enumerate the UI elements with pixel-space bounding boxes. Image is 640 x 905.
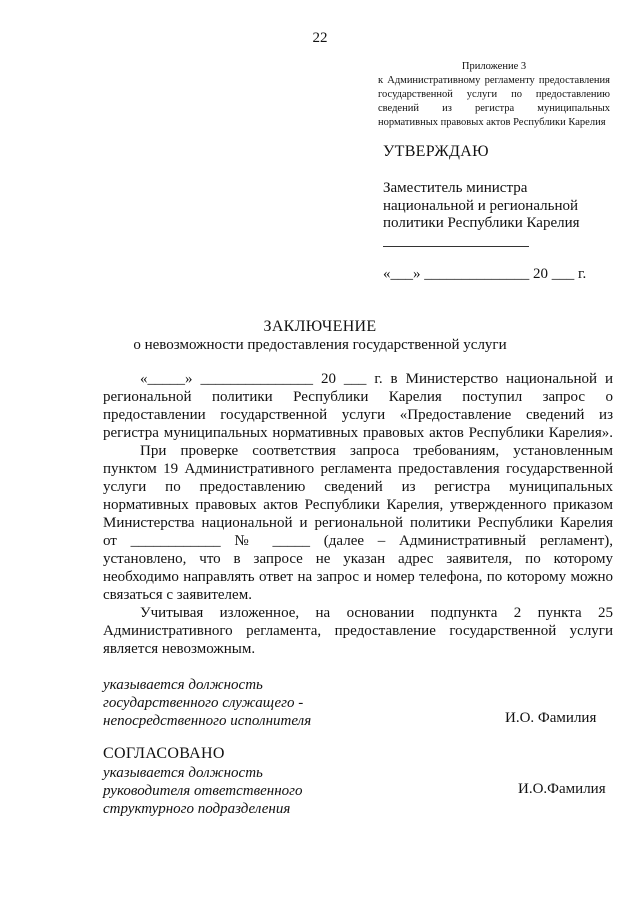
approver-line: национальной и региональной: [383, 197, 578, 214]
page-number: 22: [312, 30, 328, 46]
agreed-line: руководителя ответственного: [103, 783, 303, 799]
approver-line: Заместитель министра: [383, 180, 528, 196]
approval-date: «___» ______________ 20 ___ г.: [383, 266, 587, 282]
agreed-line: указывается должность: [103, 765, 263, 781]
appendix-line: к Административному регламенту предоставления: [378, 75, 610, 86]
body-line: связаться с заявителем.: [103, 587, 252, 603]
body-line: от ____________ № _____ (далее – Административный регламент),: [103, 533, 613, 549]
agreed-name: И.О.Фамилия: [518, 781, 606, 797]
body-line: является невозможным.: [103, 641, 256, 657]
body-line: При проверке соответствия запроса требованиям, установленным: [140, 443, 613, 459]
body-line: региональной политики Республики Карелия поступил запрос о: [103, 389, 613, 405]
appendix-line: нормативных правовых актов Республики Карелия: [378, 117, 606, 128]
approval-heading: УТВЕРЖДАЮ: [383, 143, 489, 160]
executor-position: [103, 676, 423, 730]
executor-line: указывается должность: [103, 677, 263, 693]
executor-name: И.О. Фамилия: [505, 710, 597, 726]
agreed-position: [103, 764, 423, 818]
appendix-line: сведений из регистра муниципальных: [378, 103, 610, 114]
approver-position: [383, 180, 623, 233]
signature-line: [383, 246, 529, 247]
body-line: Министерства национальной и региональной политики Республики Карелия: [103, 515, 613, 531]
body-line: регистра муниципальных нормативных правовых актов Республики Карелия».: [103, 425, 613, 441]
body-line: пунктом 19 Административного регламента предоставления государственной: [103, 461, 613, 477]
executor-line: непосредственного исполнителя: [103, 713, 312, 729]
body-line: «_____» _______________ 20 ___ г. в Министерство национальной и: [140, 371, 613, 387]
appendix-block: [378, 60, 610, 130]
document-title: ЗАКЛЮЧЕНИЕ: [263, 318, 377, 335]
appendix-title: Приложение 3: [461, 61, 527, 72]
body-line: необходимо направлять ответ на запрос и номер телефона, по которому можно: [103, 569, 613, 585]
body-line: предоставлении государственной услуги «Предоставление сведений из: [103, 407, 613, 423]
appendix-line: государственной услуги по предоставлению: [378, 89, 610, 100]
executor-line: государственного служащего -: [103, 695, 304, 711]
document-subtitle: о невозможности предоставления государственной услуги: [133, 337, 507, 353]
body-line: Учитывая изложенное, на основании подпункта 2 пункта 25: [140, 605, 613, 621]
body-line: установлено, что в запросе не указан адрес заявителя, по которому: [103, 551, 613, 567]
body-line: Административного регламента, предоставление государственной услуги: [103, 623, 613, 639]
body-line: услуги по предоставлению сведений из регистра муниципальных: [103, 479, 613, 495]
agreed-heading: СОГЛАСОВАНО: [103, 745, 225, 762]
agreed-line: структурного подразделения: [103, 801, 291, 817]
body-line: нормативных правовых актов Республики Карелия, утвержденного приказом: [103, 497, 613, 513]
approver-line: политики Республики Карелия: [383, 215, 580, 231]
body-text: [103, 370, 613, 658]
